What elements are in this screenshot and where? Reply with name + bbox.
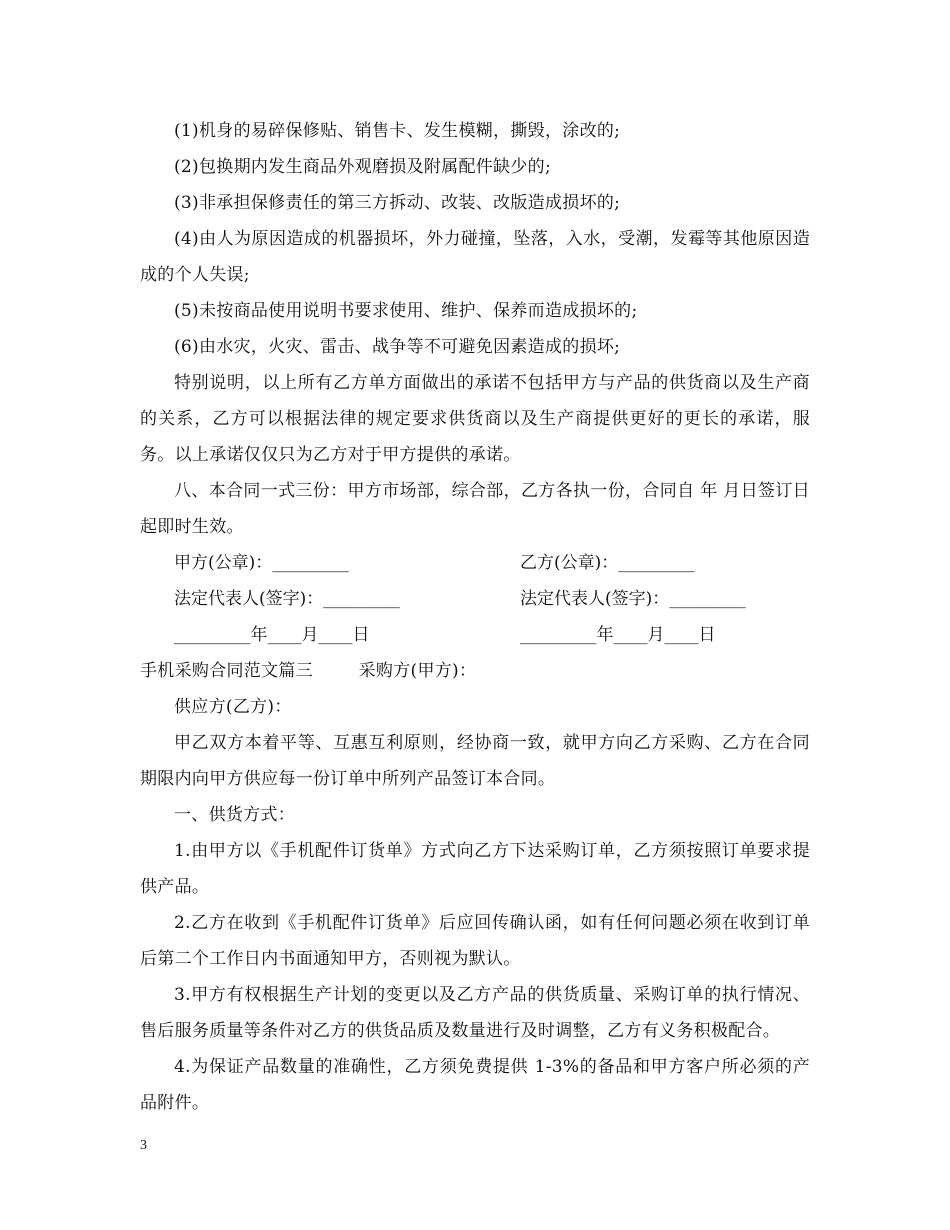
party-b-seal: 乙方(公章)：_________: [520, 553, 695, 573]
party-b-representative: 法定代表人(签字)：_________: [520, 589, 746, 609]
seal-row: [140, 545, 810, 581]
section-heading: 手机采购合同范文篇三 采购方(甲方)：: [140, 661, 477, 681]
date-row: [140, 617, 810, 653]
clause-6: (6)由水灾，火灾、雷击、战争等不可避免因素造成的损坏;: [174, 337, 621, 357]
supply-method-heading: 一、供货方式：: [174, 805, 296, 825]
clause-5: (5)未按商品使用说明书要求使用、维护、保养而造成损坏的;: [174, 301, 638, 321]
clause-3: (3)非承担保修责任的第三方拆动、改装、改版造成损坏的;: [174, 193, 621, 213]
supply-item-1: 1.由甲方以《手机配件订货单》方式向乙方下达采购订单，乙方须按照订单要求提供产品。: [140, 841, 810, 897]
representative-row: [140, 581, 810, 617]
supplier-line: 供应方(乙方)：: [174, 697, 292, 717]
supply-item-3: 3.甲方有权根据生产计划的变更以及乙方产品的供货质量、采购订单的执行情况、售后服务质量等条件对乙方的供货品质及数量进行及时调整，乙方有义务积极配合。: [140, 985, 810, 1041]
party-a-seal: 甲方(公章)：_________: [174, 553, 349, 573]
special-note: 特别说明，以上所有乙方单方面做出的承诺不包括甲方与产品的供货商以及生产商的关系，乙方可以根据法律的规定要求供货商以及生产商提供更好的更长的承诺，服务。以上承诺仅仅只为乙方对于甲方提供的承诺。: [140, 373, 810, 465]
supply-item-4: 4.为保证产品数量的准确性，乙方须免费提供 1-3%的备品和甲方客户所必须的产品附件。: [140, 1057, 810, 1113]
party-a-representative: 法定代表人(签字)：_________: [174, 589, 400, 609]
page-number: 3: [140, 1138, 147, 1153]
document-body: [140, 113, 810, 1121]
clause-2: (2)包换期内发生商品外观磨损及附属配件缺少的;: [174, 157, 552, 177]
article-eight: 八、本合同一式三份：甲方市场部，综合部，乙方各执一份，合同自 年 月日签订日起即时生效。: [140, 481, 810, 537]
clause-4: (4)由人为原因造成的机器损坏，外力碰撞，坠落，入水，受潮，发霉等其他原因造成的个人失误;: [140, 229, 810, 285]
party-a-date: _________年____月____日: [174, 625, 370, 645]
party-b-date: _________年____月____日: [520, 625, 716, 645]
preamble: 甲乙双方本着平等、互惠互利原则，经协商一致，就甲方向乙方采购、乙方在合同期限内向甲方供应每一份订单中所列产品签订本合同。: [140, 733, 810, 789]
supply-item-2: 2.乙方在收到《手机配件订货单》后应回传确认函，如有任何问题必须在收到订单后第二个工作日内书面通知甲方，否则视为默认。: [140, 913, 810, 969]
clause-1: (1)机身的易碎保修贴、销售卡、发生模糊，撕毁，涂改的;: [174, 121, 621, 141]
